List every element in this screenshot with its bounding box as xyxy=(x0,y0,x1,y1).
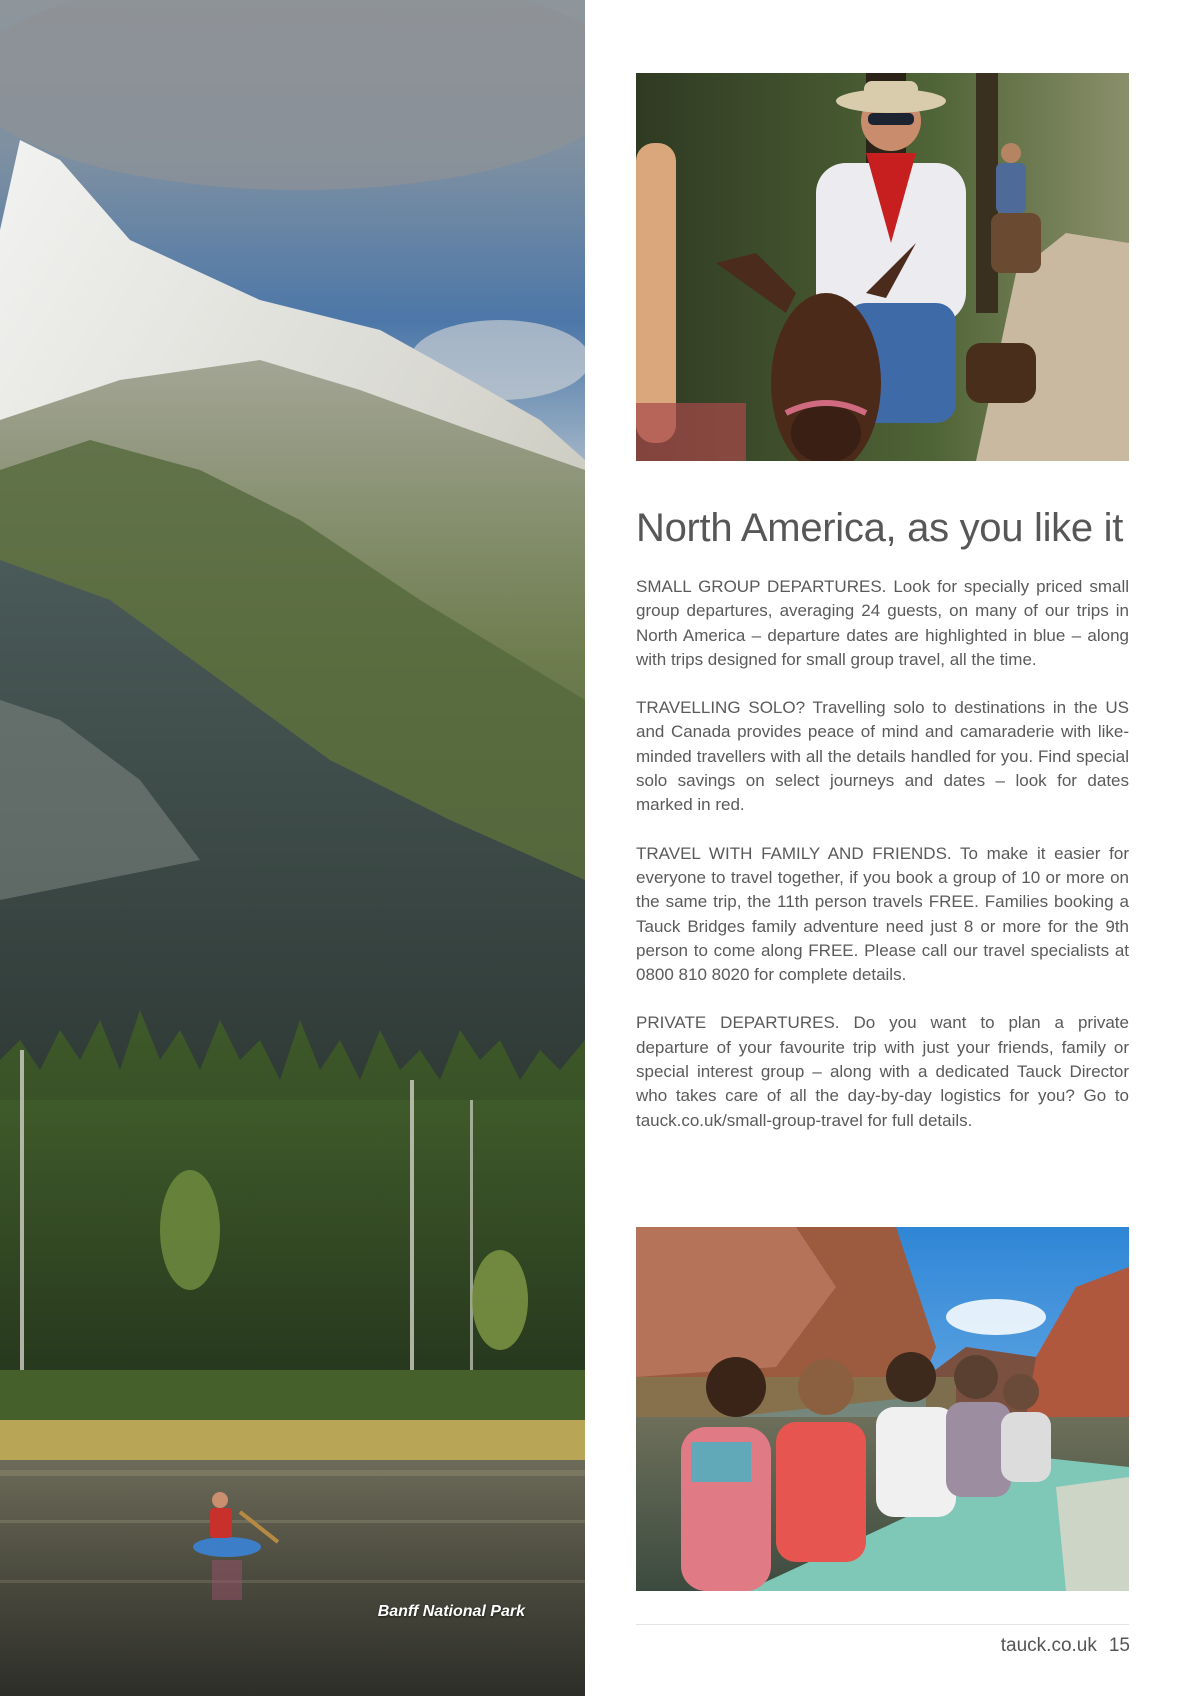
mule-trail-ride-photo xyxy=(636,73,1129,461)
photo-caption: Banff National Park xyxy=(377,1603,525,1620)
article xyxy=(636,505,1129,1157)
paragraph-family-friends: TRAVEL WITH FAMILY AND FRIENDS. To make it easier for everyone to travel together, if you book a group of 10 or more on the same trip, the 11th person travels FREE. Families booking a Tauck Bridges family adventure need just 8 or more for the 9th person to come along FREE. Please call our travel specialists at 0800 810 8020 for complete details. xyxy=(636,843,1129,985)
footer-website: tauck.co.uk xyxy=(1000,1635,1097,1656)
paragraph-small-group: SMALL GROUP DEPARTURES. Look for specially priced small group departures, averaging 24 guests, on many of our trips in North America – departure dates are highlighted in blue – along with trips designed for small group travel, all the time. xyxy=(636,577,1129,669)
page-number: 15 xyxy=(1108,1635,1130,1656)
footer-divider xyxy=(636,1624,1129,1625)
paragraph-travelling-solo: TRAVELLING SOLO? Travelling solo to destinations in the US and Canada provides peace of mind and camaraderie with like-minded travellers with all the details handled for you. Find special solo savings on select journeys and dates – look for dates marked in red. xyxy=(636,698,1129,815)
mountain-lake-photo xyxy=(0,0,585,1696)
article-title: North America, as you like it xyxy=(636,506,1124,550)
mule-trail-ride-illustration xyxy=(636,73,1129,461)
paragraph-private-departures: PRIVATE DEPARTURES. Do you want to plan a private departure of your favourite trip with just your friends, family or special interest group – along with a dedicated Tauck Director who takes care of all the day-by-day logistics for you? Go to tauck.co.uk/small-group-travel for full details. xyxy=(636,1013,1129,1130)
mountain-lake-illustration xyxy=(0,0,585,1696)
canyon-rafting-illustration xyxy=(636,1227,1129,1591)
page-footer xyxy=(1001,1635,1130,1657)
canyon-rafting-photo xyxy=(636,1227,1129,1591)
